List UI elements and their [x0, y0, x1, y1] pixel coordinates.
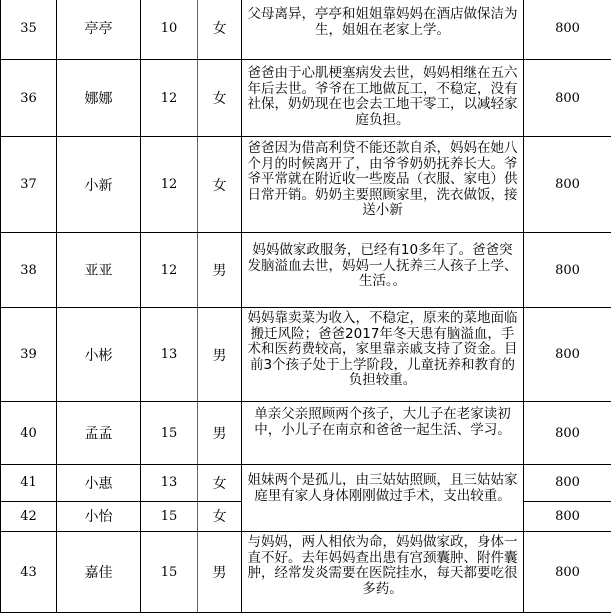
table-row [1, 233, 611, 308]
table-row [1, 308, 611, 402]
cell-number[interactable]: 36 [1, 60, 57, 137]
table-row [1, 532, 611, 613]
cell-amount[interactable]: 800 [524, 465, 611, 502]
cell-age[interactable]: 12 [141, 233, 198, 308]
cell-age[interactable]: 13 [141, 465, 198, 502]
cell-name[interactable]: 娜娜 [57, 60, 141, 137]
cell-number[interactable]: 41 [1, 465, 57, 502]
cell-number[interactable]: 39 [1, 308, 57, 402]
cell-gender[interactable]: 男 [198, 308, 242, 402]
cell-description[interactable] [242, 0, 524, 60]
cell-name[interactable]: 嘉佳 [57, 532, 141, 613]
cell-age[interactable]: 15 [141, 501, 198, 531]
cell-description[interactable] [242, 137, 524, 233]
table-row [1, 137, 611, 233]
cell-name[interactable]: 亚亚 [57, 233, 141, 308]
description-text: 与妈妈，两人相依为命，妈妈做家政，身体一直不好。去年妈妈查出患有宫颈囊肿、附件囊肿，经常发炎需要在医院挂水，每天都要吃很多药。 [247, 534, 518, 597]
cell-amount[interactable]: 800 [524, 0, 611, 60]
cell-number[interactable]: 37 [1, 137, 57, 233]
cell-name[interactable]: 小惠 [57, 465, 141, 502]
cell-amount[interactable]: 800 [524, 532, 611, 613]
cell-number[interactable]: 35 [1, 0, 57, 60]
cell-description[interactable] [242, 402, 524, 465]
cell-number[interactable]: 42 [1, 501, 57, 531]
cell-gender[interactable]: 男 [198, 402, 242, 465]
description-text: 爸爸因为借高利贷不能还款自杀，妈妈在她八个月的时候离开了，由爷爷奶奶抚养长大。爷爷平常就在附近收一些废品（衣服、家电）供日常开销。奶奶主要照顾家里，洗衣做饭，接送小新 [247, 140, 518, 218]
description-text: 妈妈靠卖菜为收入，不稳定，原来的菜地面临搬迁风险；爸爸2017年冬天患有脑溢血，手术和医药费较高，家里靠亲戚支持了资金。目前3个孩子处于上学阶段，儿童抚养和教育的负担较重。 [247, 310, 518, 388]
cell-amount[interactable]: 800 [524, 60, 611, 137]
cell-number[interactable]: 43 [1, 532, 57, 613]
table-row [1, 0, 611, 60]
description-text: 单亲父亲照顾两个孩子，大儿子在老家读初中，小儿子在南京和爸爸一起生活、学习。 [254, 406, 511, 438]
cell-gender[interactable]: 女 [198, 0, 242, 60]
cell-description[interactable] [242, 465, 524, 532]
cell-gender[interactable]: 女 [198, 501, 242, 531]
cell-amount[interactable]: 800 [524, 233, 611, 308]
cell-gender[interactable]: 女 [198, 465, 242, 502]
cell-description[interactable] [242, 60, 524, 137]
cell-age[interactable]: 15 [141, 532, 198, 613]
table-row [1, 402, 611, 465]
cell-description[interactable] [242, 308, 524, 402]
cell-gender[interactable]: 男 [198, 532, 242, 613]
cell-age[interactable]: 13 [141, 308, 198, 402]
cell-name[interactable]: 孟孟 [57, 402, 141, 465]
description-text: 妈妈做家政服务，已经有10多年了。爸爸突发脑溢血去世，妈妈一人抚养三人孩子上学、生活。。 [247, 242, 518, 289]
cell-age[interactable]: 10 [141, 0, 198, 60]
cell-name[interactable]: 小彬 [57, 308, 141, 402]
cell-gender[interactable]: 女 [198, 137, 242, 233]
cell-number[interactable]: 40 [1, 402, 57, 465]
description-text: 父母离异，亭亭和姐姐靠妈妈在酒店做保洁为生，姐姐在老家上学。 [247, 6, 518, 38]
cell-age[interactable]: 12 [141, 60, 198, 137]
cell-amount[interactable]: 800 [524, 137, 611, 233]
cell-amount[interactable]: 800 [524, 308, 611, 402]
cell-age[interactable]: 15 [141, 402, 198, 465]
table-row [1, 465, 611, 502]
cell-number[interactable]: 38 [1, 233, 57, 308]
cell-gender[interactable]: 女 [198, 60, 242, 137]
table-row [1, 60, 611, 137]
cell-amount[interactable]: 800 [524, 501, 611, 531]
cell-name[interactable]: 亭亭 [57, 0, 141, 60]
description-text: 姐妹两个是孤儿，由三姑姑照顾，且三姑姑家庭里有家人身体刚刚做过手术，支出较重。 [247, 472, 518, 504]
cell-amount[interactable]: 800 [524, 402, 611, 465]
cell-description[interactable] [242, 233, 524, 308]
description-text: 爸爸由于心肌梗塞病发去世，妈妈相继在五六年后去世。爷爷在工地做瓦工，不稳定，没有社保，奶奶现在也会去工地干零工，以减轻家庭负担。 [247, 65, 518, 128]
cell-gender[interactable]: 男 [198, 233, 242, 308]
cell-name[interactable]: 小怡 [57, 501, 141, 531]
cell-name[interactable]: 小新 [57, 137, 141, 233]
cell-age[interactable]: 12 [141, 137, 198, 233]
cell-description[interactable] [242, 532, 524, 613]
